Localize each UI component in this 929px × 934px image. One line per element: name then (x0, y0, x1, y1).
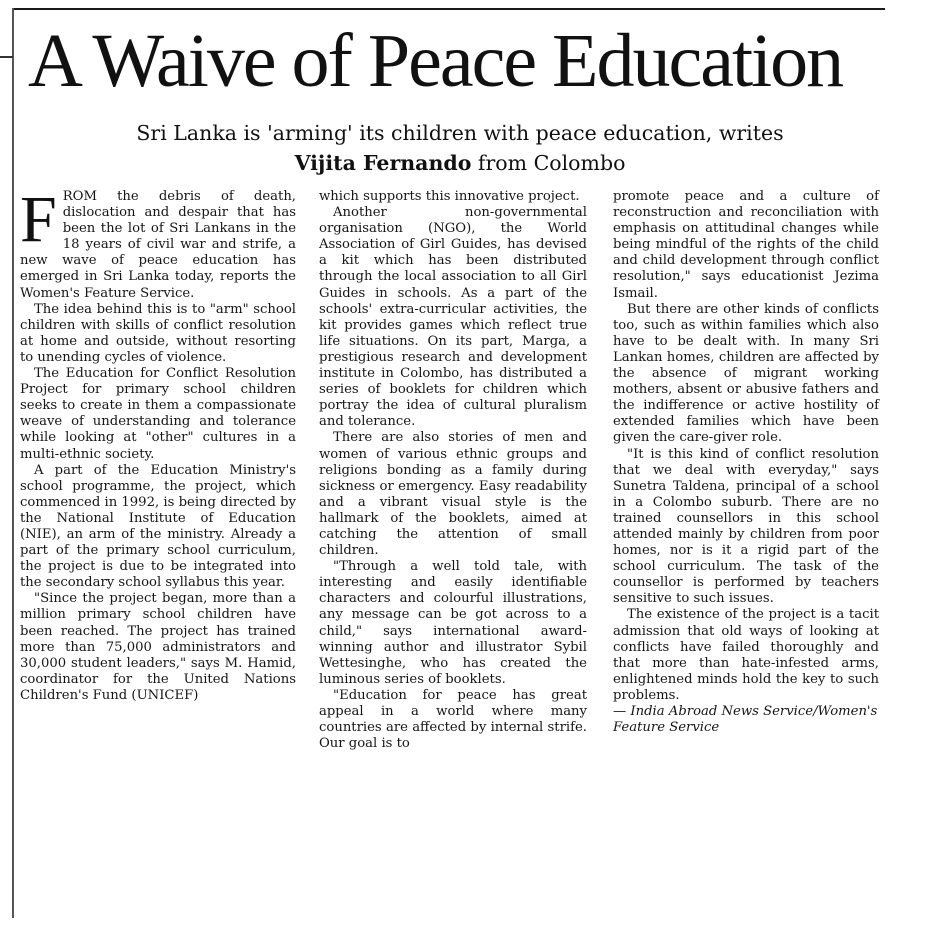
article-paragraph: The idea behind this is to "arm" school children with skills of conflict resolution at home and outside, without resorting to unending cycles of violence. (20, 301, 296, 365)
byline-author: Vijita Fernando (294, 151, 472, 175)
article-credit: — India Abroad News Service/Women's Feature Service (613, 704, 878, 736)
article-paragraph: promote peace and a culture of reconstruction and reconciliation with emphasis on attitudinal changes while being mindful of the rights of the child and child development through conflict resolution," says educationist Jezima Ismail. (613, 189, 879, 301)
article-paragraph: "Since the project began, more than a million primary school children have been reached. The project has trained more than 75,000 administrators and 30,000 student leaders," says M. Hamid, coordinator for the United Nations Children's Fund (UNICEF) (20, 591, 296, 703)
deck-text: Sri Lanka is 'arming' its children with peace education, writes (136, 121, 784, 145)
headline: A Waive of Peace Education (28, 19, 843, 103)
byline-location: from Colombo (477, 151, 626, 175)
article-column-2 (319, 189, 587, 752)
article-paragraph: A part of the Education Ministry's school programme, the project, which commenced in 1992, is being directed by the National Institute of Education (NIE), an arm of the ministry. Already a part of the primary school curriculum, the project is due to be integrated into the secondary school syllabus this year. (20, 462, 296, 591)
article-column-3 (613, 189, 879, 736)
article-paragraph: "Education for peace has great appeal in a world where many countries are affected by internal strife. Our goal is to (319, 687, 587, 752)
margin-tick (0, 56, 13, 58)
article-paragraph: There are also stories of men and women of various ethnic groups and religions bonding as a family during sickness or emergency. Easy readability and a vibrant visual style is the hallmark of the booklets, aimed at catching the attention of small children. (319, 430, 587, 559)
article-paragraph: "It is this kind of conflict resolution that we deal with everyday," says Sunetra Taldena, principal of a school in a Colombo suburb. There are no trained counsellors in this school attended mainly by children from poor homes, nor is it a rigid part of the school curriculum. The task of the counsellor is performed by teachers sensitive to such issues. (613, 446, 879, 607)
article-paragraph: The existence of the project is a tacit admission that old ways of looking at conflicts have failed thoroughly and that more than hate-infested arms, enlightened minds hold the key to such problems. (613, 607, 879, 703)
article-paragraph: "Through a well told tale, with interesting and easily identifiable characters and colourful illustrations, any message can be got across to a child," says international award-winning author and illustrator Sybil Wettesinghe, who has created the luminous series of booklets. (319, 559, 587, 687)
article-paragraph: Another non-governmental organisation (NGO), the World Association of Girl Guides, has devised a kit which has been distributed through the local association to all Girl Guides in schools. As a part of the schools' extra-curricular activities, the kit provides games which reflect true life situations. On its part, Marga, a prestigious research and development institute in Colombo, has distributed a series of booklets for children which portray the idea of cultural pluralism and tolerance. (319, 205, 587, 430)
article-paragraph: But there are other kinds of conflicts too, such as within families which also have to be dealt with. In many Sri Lankan homes, children are affected by the absence of migrant working mothers, absent or abusive fathers and the indifference or active hostility of extended families which have been given the care-giver role. (613, 301, 879, 446)
article-paragraph: FROM the debris of death, dislocation and despair that has been the lot of Sri Lankans in the 18 years of civil war and strife, a new wave of peace education has emerged in Sri Lanka today, reports the Women's Feature Service. (20, 183, 296, 301)
top-rule (13, 8, 885, 10)
left-column-rule (12, 8, 14, 918)
deck (20, 118, 900, 178)
article-column-1 (20, 183, 296, 704)
article-paragraph: which supports this innovative project. (319, 189, 580, 204)
drop-cap: F (20, 183, 57, 256)
article-paragraph: The Education for Conflict Resolution Project for primary school children seeks to create in them a compassionate weave of understanding and tolerance while looking at "other" cultures in a multi-ethnic society. (20, 366, 296, 462)
